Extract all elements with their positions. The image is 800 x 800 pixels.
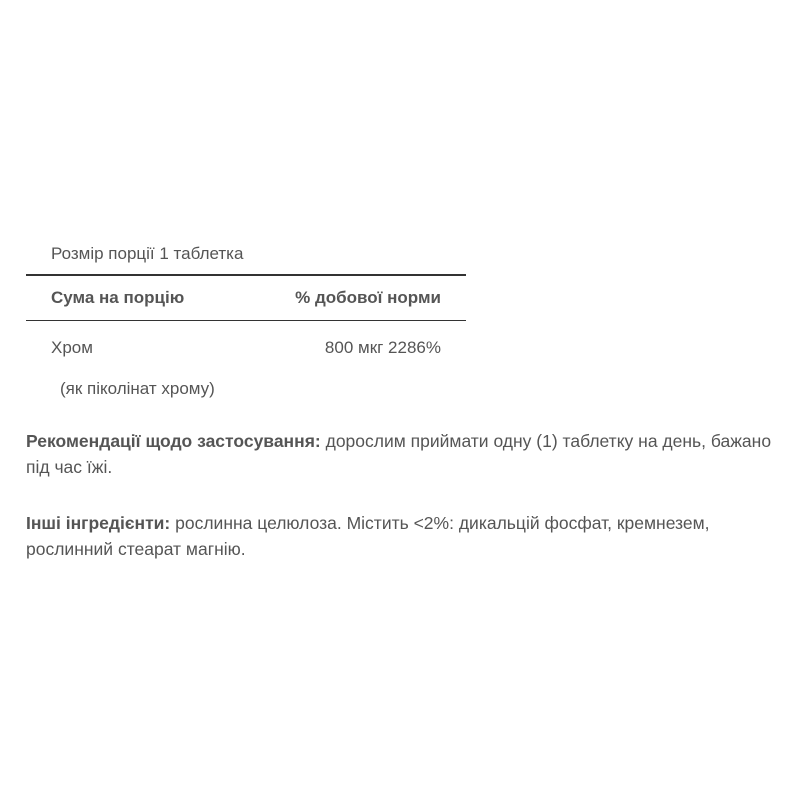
supplement-facts	[26, 240, 466, 401]
facts-row-chromium	[26, 321, 466, 371]
ingredients-text: рослинна целюлоза. Містить <2%: дикальцій фосфат, кремнезем, рослинний стеарат магнію.	[26, 513, 710, 559]
usage-paragraph	[26, 428, 786, 480]
ingredients-label: Інші інгредієнти:	[26, 513, 171, 533]
nutrient-name: Хром	[51, 338, 93, 357]
serving-size: Розмір порції 1 таблетка	[51, 244, 244, 263]
usage-text: дорослим приймати одну (1) таблетку на день, бажано під час їжі.	[26, 431, 772, 477]
nutrient-amount-dv: 800 мкг 2286%	[324, 338, 441, 357]
ingredients-paragraph	[26, 510, 786, 562]
usage-label: Рекомендації щодо застосування:	[26, 431, 321, 451]
daily-value-header: % добової норми	[295, 288, 441, 307]
amount-per-serving-header: Сума на порцію	[51, 288, 185, 307]
facts-header	[26, 276, 466, 320]
nutrient-form-note: (як піколінат хрому)	[60, 379, 215, 398]
